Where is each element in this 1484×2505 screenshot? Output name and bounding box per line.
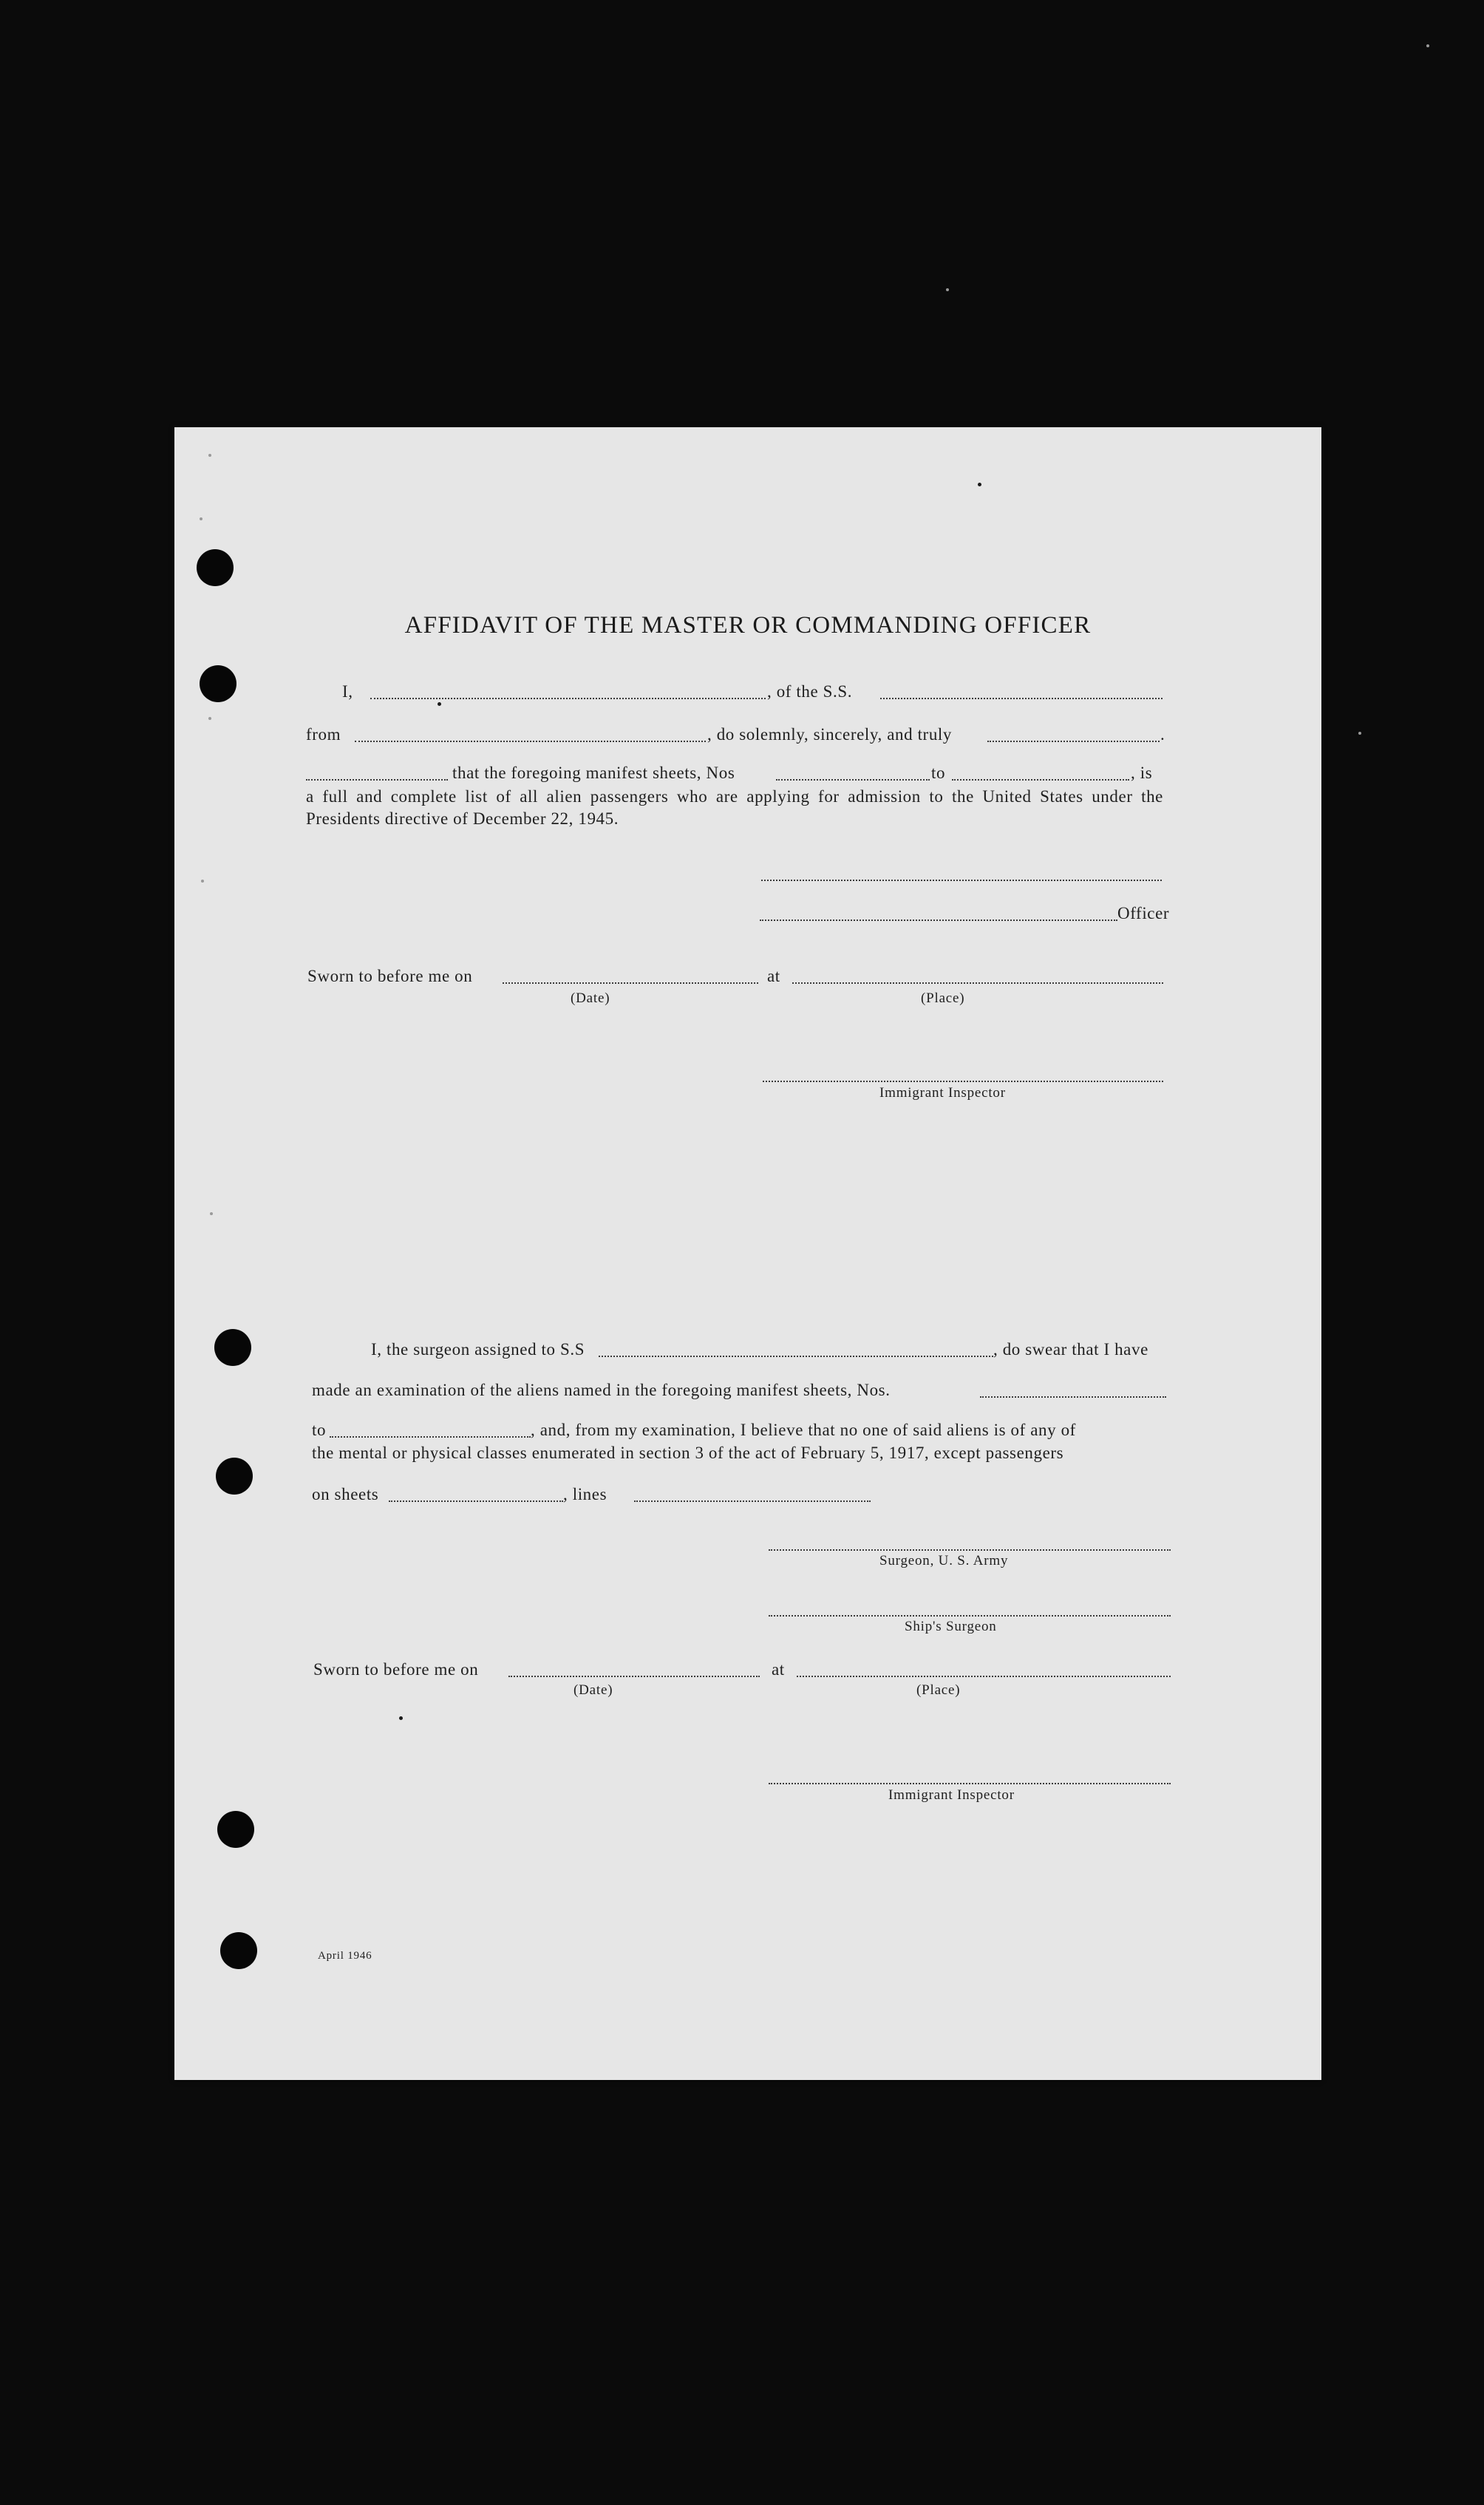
solemnly-swear-text: , do solemnly, sincerely, and truly — [707, 725, 953, 744]
from-label: from — [306, 725, 341, 744]
prefix-field[interactable] — [306, 779, 448, 781]
of-ss-label: , of the S.S. — [767, 682, 853, 701]
surgeon-line-3: , and, from my examination, I believe that no one of said aliens is of any of — [531, 1421, 1076, 1439]
form-title: AFFIDAVIT OF THE MASTER OR COMMANDING OFFICER — [404, 612, 1092, 639]
background-speck — [210, 1212, 213, 1215]
paper-speck — [438, 702, 441, 706]
truly-field[interactable] — [987, 741, 1160, 742]
binder-hole — [216, 1458, 253, 1495]
surgeon-line-1: I, the surgeon assigned to S.S — [371, 1340, 585, 1359]
binder-hole — [220, 1932, 257, 1969]
except-lines-field[interactable] — [634, 1500, 871, 1502]
master-name-field[interactable] — [370, 698, 766, 699]
paper-speck — [399, 1716, 403, 1720]
background-speck — [1358, 732, 1361, 735]
surgeon-sworn-text: Sworn to before me on — [313, 1660, 479, 1679]
surgeon-line-2: made an examination of the aliens named in the foregoing manifest sheets, Nos. — [312, 1381, 891, 1399]
form-date-footer: April 1946 — [318, 1950, 372, 1962]
to-label: to — [931, 764, 946, 782]
do-swear-text: , do swear that I have — [993, 1340, 1148, 1359]
surgeon-at-label: at — [772, 1660, 785, 1679]
binder-hole — [214, 1329, 251, 1366]
background-speck — [946, 288, 949, 291]
army-surgeon-signature-field[interactable] — [769, 1549, 1171, 1551]
declaration-paragraph: a full and complete list of all alien passengers who are applying for admission to the United States under the Presidents directive of December 22, 1945. — [306, 787, 1163, 828]
inspector-signature-field[interactable] — [763, 1081, 1163, 1082]
ship-name-field[interactable] — [880, 698, 1163, 699]
officer-signature-line-1[interactable] — [761, 880, 1162, 881]
at-label: at — [767, 967, 780, 985]
date-caption: (Date) — [571, 990, 610, 1006]
sworn-place-field[interactable] — [792, 982, 1163, 984]
except-sheets-field[interactable] — [389, 1500, 563, 1502]
officer-signature-line-2[interactable] — [760, 920, 1117, 921]
inspector-caption: Immigrant Inspector — [879, 1085, 1006, 1101]
ship-surgeon-signature-field[interactable] — [769, 1615, 1171, 1617]
sworn-date-field[interactable] — [503, 982, 758, 984]
ship-surgeon-caption: Ship's Surgeon — [905, 1619, 997, 1634]
sheets-from-field[interactable] — [776, 779, 930, 781]
foregoing-sheets-text: that the foregoing manifest sheets, Nos — [452, 764, 735, 782]
sworn-text: Sworn to before me on — [307, 967, 473, 985]
officer-label: Officer — [1117, 904, 1170, 922]
background-speck — [201, 880, 204, 883]
binder-hole — [217, 1811, 254, 1848]
on-sheets-label: on sheets — [312, 1485, 379, 1503]
background-speck — [208, 454, 211, 457]
sheets-to-field[interactable] — [952, 779, 1129, 781]
surgeon-inspector-caption: Immigrant Inspector — [888, 1787, 1015, 1803]
binder-hole — [200, 665, 236, 702]
surgeon-ship-field[interactable] — [599, 1356, 993, 1357]
line-end-period: . — [1160, 725, 1165, 744]
surgeon-sheets-from-field[interactable] — [980, 1396, 1166, 1398]
army-surgeon-caption: Surgeon, U. S. Army — [879, 1553, 1009, 1568]
surgeon-place-caption: (Place) — [916, 1682, 961, 1698]
departure-port-field[interactable] — [355, 741, 706, 742]
surgeon-line-4: the mental or physical classes enumerated in section 3 of the act of February 5, 1917, except passengers — [312, 1444, 1064, 1462]
is-label: , is — [1131, 764, 1153, 782]
i-label: I, — [342, 682, 353, 701]
lines-label: , lines — [563, 1485, 607, 1503]
surgeon-date-caption: (Date) — [573, 1682, 613, 1698]
paper-speck — [978, 483, 981, 486]
background-speck — [1426, 44, 1429, 47]
surgeon-sheets-to-field[interactable] — [330, 1436, 531, 1438]
surgeon-sworn-place-field[interactable] — [797, 1676, 1171, 1677]
surgeon-to-label: to — [312, 1421, 327, 1439]
surgeon-inspector-signature-field[interactable] — [769, 1783, 1171, 1784]
place-caption: (Place) — [921, 990, 965, 1006]
background-speck — [208, 717, 211, 720]
surgeon-sworn-date-field[interactable] — [508, 1676, 760, 1677]
background-speck — [200, 517, 202, 520]
affidavit-form-page — [174, 427, 1321, 2080]
binder-hole — [197, 549, 234, 586]
